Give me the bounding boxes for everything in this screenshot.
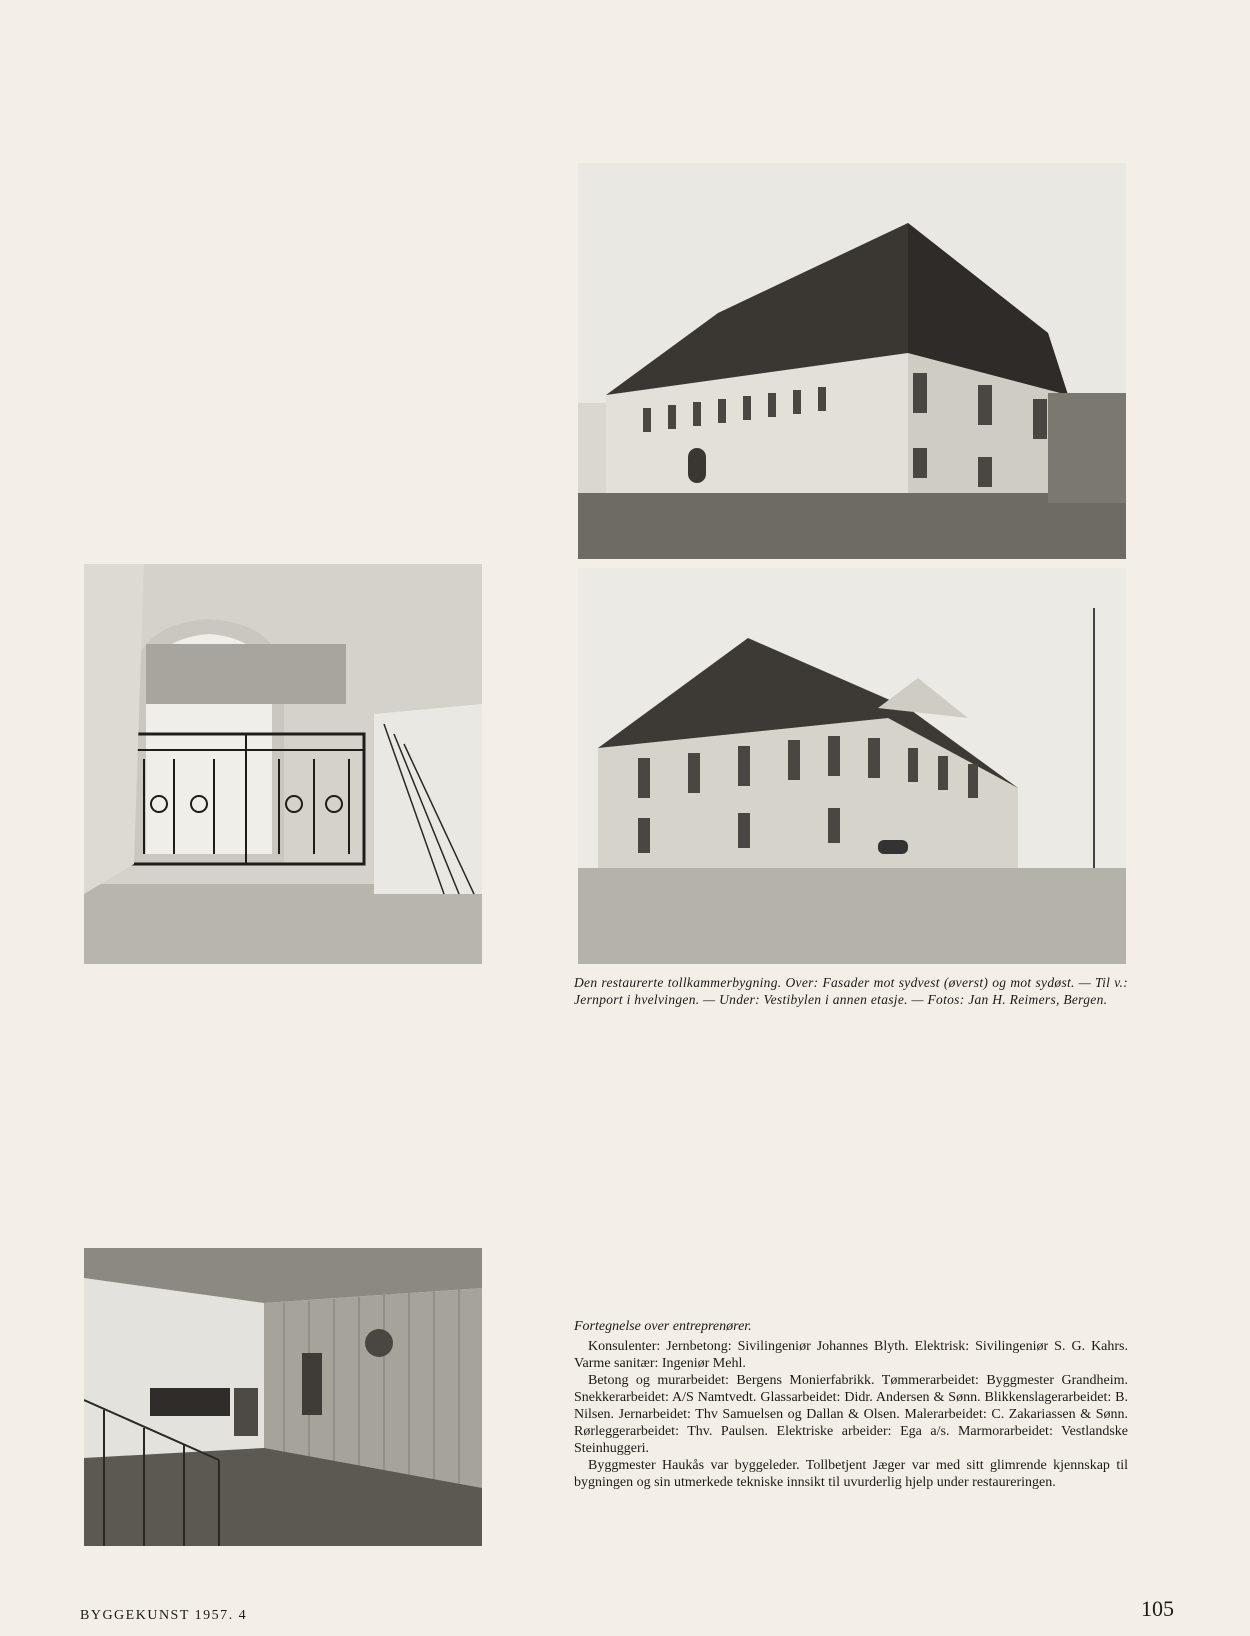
- photo-caption: Den restaurerte tollkammerbygning. Over: Fasader mot sydvest (øverst) og mot sydøst. — Til v.: Jernport i hvelvingen. — Under: Vestibylen i annen etasje. — Fotos: Jan H. Reimers, Bergen.: [574, 975, 1128, 1007]
- contractor-paragraph-trades: Betong og murarbeidet: Bergens Monierfabrikk. Tømmerarbeidet: Byggmester Grandheim. Snekkerarbeidet: A/S Namtvedt. Glassarbeidet: Didr. Andersen & Sønn. Blikkenslagerarbeidet: B. Nilsen. Jernarbeidet: Thv Samuelsen og Dallan & Olsen. Malerarbeidet: C. Zakariassen & Sønn. Rørleggerarbeidet: Thv. Paulsen. Elektriske arbeider: Ega a/s. Marmorarbeidet: Vestlandske Steinhuggeri.: [574, 1373, 1128, 1456]
- contractor-paragraph-consultants: Konsulenter: Jernbetong: Sivilingeniør Johannes Blyth. Elektrisk: Sivilingeniør S. G. Kahrs. Varme sanitær: Ingeniør Mehl.: [574, 1339, 1128, 1371]
- building-facade-southwest-photo: [578, 163, 1126, 559]
- contractor-list-heading: Fortegnelse over entreprenører.: [574, 1319, 752, 1334]
- iron-gate-archway-photo: [84, 564, 482, 964]
- publication-footer: BYGGEKUNST 1957. 4: [80, 1608, 248, 1623]
- vestibule-interior-photo: [84, 1248, 482, 1546]
- page-number: 105: [1141, 1596, 1174, 1621]
- contractor-paragraph-acknowledgement: Byggmester Haukås var byggeleder. Tollbetjent Jæger var med sitt glimrende kjennskap til bygningen og sin utmerkede tekniske innsikt til uvurderlig hjelp under restaureringen.: [574, 1458, 1128, 1490]
- contractor-list: [574, 1318, 1128, 1491]
- building-facade-southeast-photo: [578, 568, 1126, 964]
